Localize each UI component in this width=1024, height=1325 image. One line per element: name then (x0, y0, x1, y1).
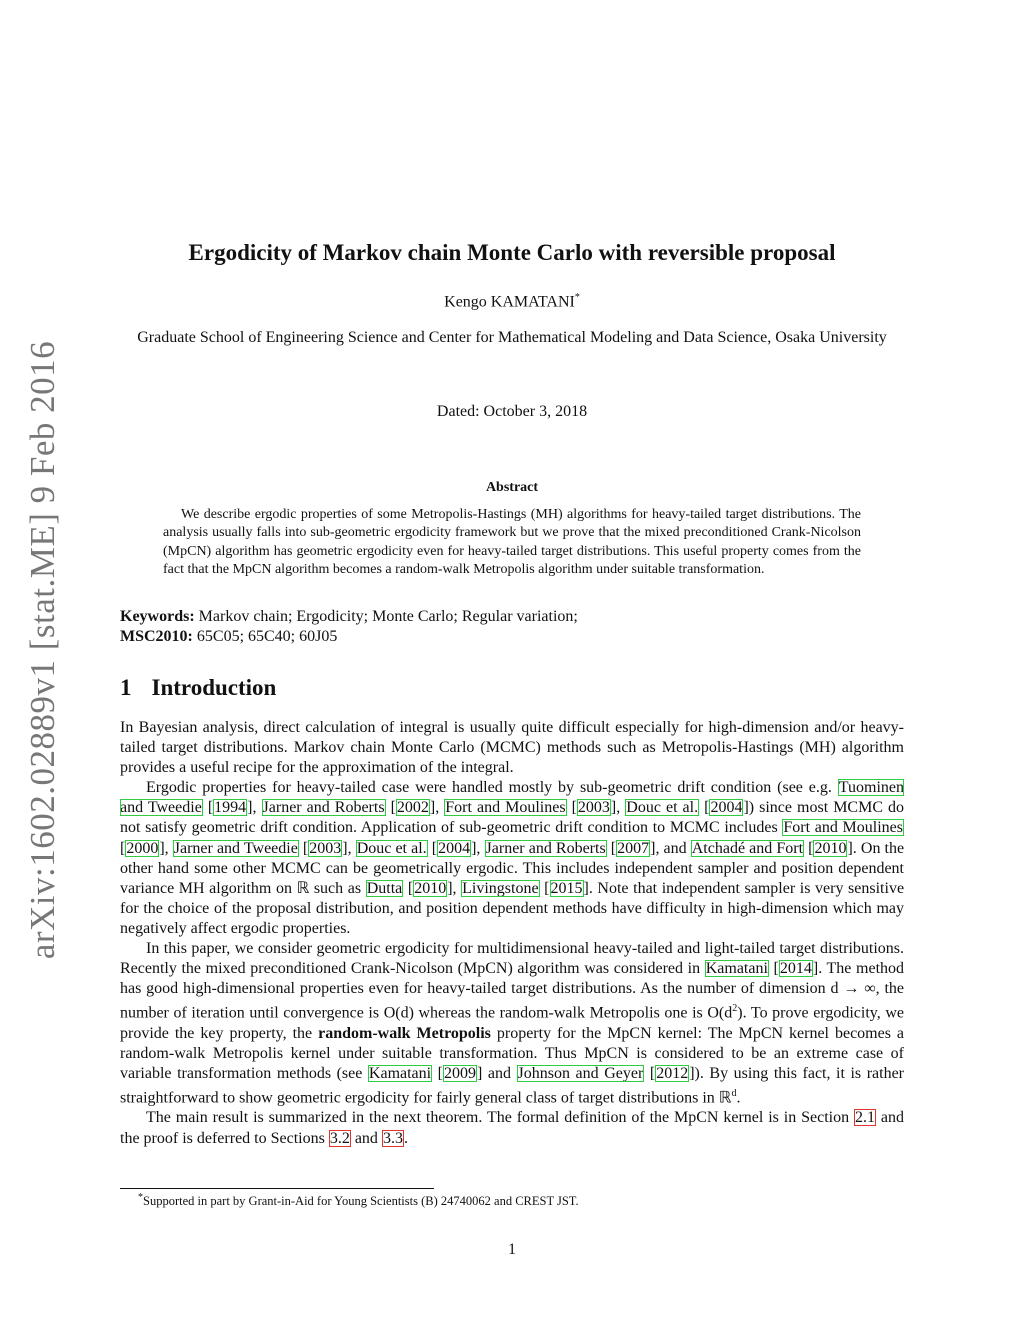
paragraph-2: Ergodic properties for heavy-tailed case were handled mostly by sub-geometric drift condition (see e.g. Tuominen and Tweedie [1994], Jarner and Roberts [2002], Fort and Moulines [2003], Douc et al. [2004]) since most MCMC do not satisfy geometric drift condition. Application of sub-geometric drift condition to MCMC includes Fort and Moulines [2000], Jarner and Tweedie [2003], Douc et al. [2004], Jarner and Roberts [2007], and Atchadé and Fort [2010]. On the other hand some other MCMC can be geometrically ergodic. This includes independent sampler and position dependent variance MH algorithm on ℝ such as Dutta [2010], Livingstone [2015]. Note that independent sampler is very sensitive for the choice of the proposal distribution, and position dependent methods have difficulty in high-dimension which may negatively affect ergodic properties. (120, 779, 905, 937)
date-line: Dated: October 3, 2018 (436, 403, 588, 420)
section-title: Introduction (151, 675, 277, 700)
bold-term: random-walk Metropolis (318, 1024, 491, 1042)
citation-link[interactable]: Jarner and Tweedie (173, 839, 298, 857)
citation-year-link[interactable]: 2003 (577, 799, 610, 817)
citation-year-link[interactable]: 2014 (779, 960, 812, 978)
keywords-block (120, 607, 904, 647)
citation-year-link[interactable]: 2009 (444, 1064, 476, 1082)
footnote (138, 1192, 579, 1209)
citation-link[interactable]: Jarner and Roberts (262, 799, 385, 817)
author-name: Kengo KAMATANI (444, 293, 575, 311)
citation-link[interactable]: Kamatani (368, 1064, 432, 1082)
keywords-value: Markov chain; Ergodicity; Monte Carlo; Regular variation; (198, 608, 578, 625)
affiliation: Graduate School of Engineering Science and Center for Mathematical Modeling and Data Science, Osaka University (137, 329, 887, 346)
text-run: ). To prove ergodicity, we provide the key property, the (120, 1004, 904, 1042)
text-run: ). By using this fact, it is rather straightforward to show geometric ergodicity for fairly general class of target distributions in ℝ (120, 1064, 905, 1107)
text-run: and the proof is deferred to Sections (120, 1109, 904, 1147)
paragraph-3: In this paper, we consider geometric ergodicity for multidimensional heavy-tailed and light-tailed target distributions. Recently the mixed preconditioned Crank-Nicolson (MpCN) algorithm was considered in Kamatani [2014]. The method has good high-dimensional properties even for heavy-tailed target distributions. As the number of dimension d → ∞, the number of iteration until convergence is O(d) whereas the random-walk Metropolis one is $O(d^2)$. To prove ergodicity, we provide the key property, the random-walk Metropolis property for the MpCN kernel: The MpCN kernel becomes a random-walk Metropolis kernel under suitable transformation. Thus MpCN is considered to be an extreme case of variable transformation methods (see Kamatani [2009] and Johnson and Geyer [2012]). By using this fact, it is rather straightforward to show geometric ergodicity for fairly general class of target distributions in ℝ$^d$. (120, 940, 905, 1107)
author-footnote-mark[interactable]: * (574, 292, 580, 303)
section-number: 1 (120, 675, 132, 700)
text-run: . On the other hand some other MCMC can be geometrically ergodic. This includes independent sampler and position dependent variance MH algorithm on ℝ such as (120, 839, 905, 897)
superscript: d (731, 1088, 737, 1100)
citation-link[interactable]: Douc et al. (356, 839, 427, 857)
text-run: property for the MpCN kernel: The MpCN kernel becomes a random-walk Metropolis kernel under suitable transformation. Thus MpCN is considered to be an extreme case of variable transformation methods (see (120, 1024, 905, 1082)
section-ref-link[interactable]: 3.3 (382, 1129, 403, 1147)
msc-value: 65C05; 65C40; 60J05 (196, 628, 338, 645)
text-run: Ergodic properties for heavy-tailed case were handled mostly by sub-geometric drift condition (see e.g. (146, 779, 838, 797)
arxiv-stamp: arXiv:1602.02889v1 [stat.ME] 9 Feb 2016 (23, 340, 62, 960)
citation-year-link[interactable]: 2002 (396, 799, 429, 817)
citation-link[interactable]: Douc et al. (626, 799, 699, 817)
citation-year-link[interactable]: 1994 (214, 799, 247, 817)
text-run: . The method has good high-dimensional properties even for heavy-tailed target distributions. As the number of dimension d → ∞, the number of iteration until convergence is O(d) whereas the random-walk Metropolis one is O(d (120, 960, 905, 1022)
text-run: and (482, 1064, 517, 1082)
text-run: ) since most MCMC do not satisfy geometric drift condition. Application of sub-geometric drift condition to MCMC includes (120, 799, 905, 837)
section-ref-link[interactable]: 2.1 (855, 1109, 875, 1127)
citation-year-link[interactable]: 2000 (126, 839, 159, 857)
citation-link[interactable]: Livingstone (462, 879, 539, 897)
section-heading (120, 675, 904, 701)
text-run: and (350, 1129, 382, 1147)
citation-year-link[interactable]: 2015 (550, 879, 583, 897)
paper-title: Ergodicity of Markov chain Monte Carlo with reversible proposal (188, 240, 836, 265)
citation-year-link[interactable]: 2007 (617, 839, 650, 857)
footnote-text: Supported in part by Grant-in-Aid for Young Scientists (B) 24740062 and CREST JST. (143, 1194, 579, 1209)
msc-label: MSC2010: (120, 628, 193, 645)
text-run: . Note that independent sampler is very sensitive for the choice of the proposal distribution, and position dependent methods have difficulty in high-dimension which may negatively affect ergodic properties. (120, 879, 905, 937)
abstract-text: We describe ergodic properties of some Metropolis-Hastings (MH) algorithms for heavy-tailed target distributions. The analysis usually falls into sub-geometric ergodicity framework but we prove that the mixed preconditioned Crank-Nicolson (MpCN) algorithm has geometric ergodicity even for heavy-tailed target distributions. This useful property comes from the fact that the MpCN algorithm becomes a random-walk Metropolis algorithm under suitable transformation. (163, 507, 861, 578)
section-ref-link[interactable]: 3.2 (329, 1129, 350, 1147)
keywords-line (120, 607, 904, 627)
footnote-mark: * (138, 1192, 143, 1203)
keywords-label: Keywords: (120, 608, 195, 625)
text-run: In this paper, we consider geometric ergodicity for multidimensional heavy-tailed and light-tailed target distributions. Recently the mixed preconditioned Crank-Nicolson (MpCN) algorithm was considered in (120, 940, 904, 978)
citation-link[interactable]: Tuominen and Tweedie (120, 779, 904, 817)
citation-year-link[interactable]: 2003 (309, 839, 342, 857)
text-run: . (736, 1089, 741, 1107)
citation-link[interactable]: Dutta (366, 879, 403, 897)
citation-link[interactable]: Fort and Moulines (445, 799, 566, 817)
citation-link[interactable]: Johnson and Geyer (517, 1064, 644, 1082)
citation-link[interactable]: Atchadé and Fort (691, 839, 804, 857)
section-body (120, 718, 904, 1149)
author-line (120, 292, 904, 311)
citation-year-link[interactable]: 2010 (414, 879, 447, 897)
footnote-rule (120, 1188, 434, 1189)
text-run: The main result is summarized in the next theorem. The formal definition of the MpCN kernel is in Section (146, 1109, 854, 1127)
citation-link[interactable]: Jarner and Roberts (485, 839, 606, 857)
msc-line (120, 627, 904, 647)
citation-link[interactable]: Kamatani (705, 960, 768, 978)
text-run: . (403, 1129, 408, 1147)
citation-year-link[interactable]: 2012 (656, 1064, 689, 1082)
abstract-heading: Abstract (485, 480, 539, 495)
citation-link[interactable]: Fort and Moulines (783, 819, 903, 837)
paragraph-4 (120, 1108, 904, 1148)
page-number: 1 (508, 1241, 516, 1258)
text-run: , and (655, 839, 691, 857)
citation-year-link[interactable]: 2010 (814, 839, 847, 857)
citation-year-link[interactable]: 2004 (710, 799, 743, 817)
citation-year-link[interactable]: 2004 (438, 839, 471, 857)
superscript: 2 (732, 1003, 738, 1015)
paragraph-1: In Bayesian analysis, direct calculation of integral is usually quite difficult especially for high-dimension and/or heavy-tailed target distributions. Markov chain Monte Carlo (MCMC) methods such as Metropolis-Hastings (MH) algorithm provides a useful recipe for the approximation of the integral. (120, 719, 904, 777)
